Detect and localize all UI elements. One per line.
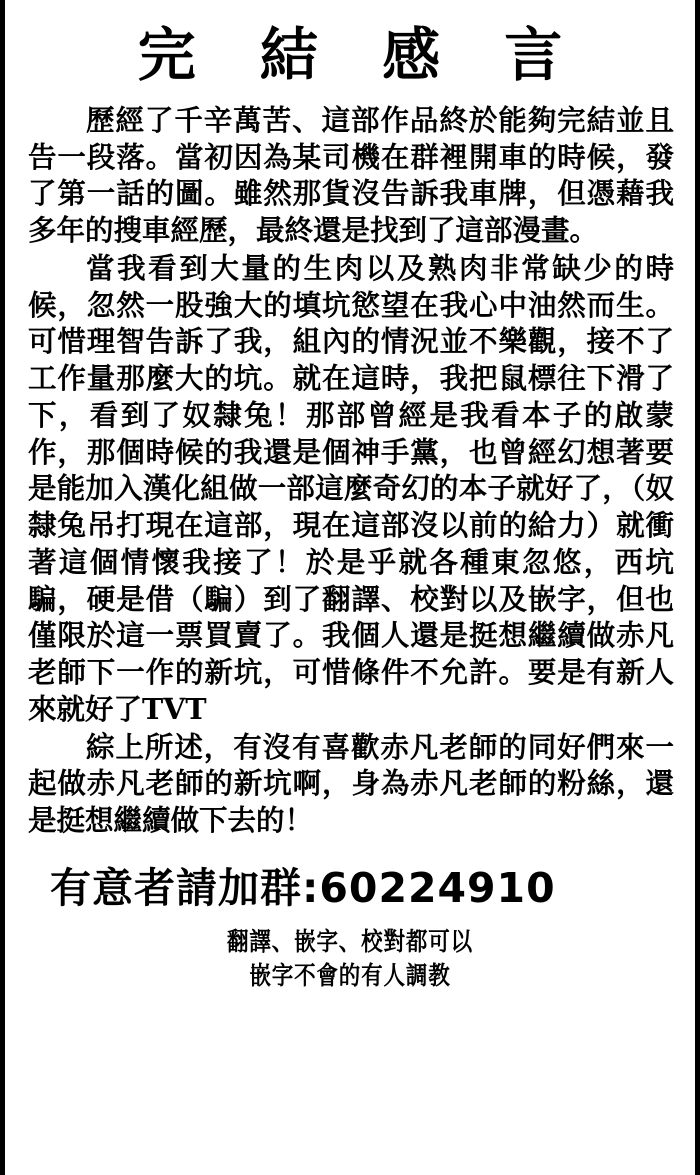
paragraph: 綜上所述，有沒有喜歡赤凡老師的同好們來一起做赤凡老師的新坑啊，身為赤凡老師的粉絲，還是挺想繼續做下去的！ <box>28 729 674 838</box>
join-group-call-to-action: 有意者請加群:60224910 <box>50 863 556 912</box>
recruitment-note: 嵌字不會的有人調教 <box>249 960 451 990</box>
paragraph: 歷經了千辛萬苦、這部作品終於能夠完結並且告一段落。當初因為某司機在群裡開車的時候，發了第一話的圖。雖然那貨沒告訴我車牌，但憑藉我多年的搜車經歷，最終還是找到了這部漫畫。 <box>28 102 674 248</box>
afterword-body <box>14 102 686 839</box>
paragraph: 當我看到大量的生肉以及熟肉非常缺少的時候，忽然一股強大的填坑慾望在我心中油然而生。可惜理智告訴了我，組內的情況並不樂觀，接不了工作量那麼大的坑。就在這時，我把鼠標往下滑了下，看到了奴隸兔！那部曾經是我看本子的啟蒙作，那個時候的我還是個神手黨，也曾經幻想著要是能加入漢化組做一部這麼奇幻的本子就好了，（奴隸兔吊打現在這部，現在這部沒以前的給力）就衝著這個情懷我接了！於是乎就各種東忽悠，西坑騙，硬是借（騙）到了翻譯、校對以及嵌字，但也僅限於這一票買賣了。我個人還是挺想繼續做赤凡老師下一作的新坑，可惜條件不允許。要是有新人來就好了TVT <box>28 250 674 726</box>
page-title: 完 結 感 言 <box>137 21 585 89</box>
recruitment-notes <box>14 911 686 993</box>
recruitment-note: 翻譯、嵌字、校對都可以 <box>227 926 473 956</box>
